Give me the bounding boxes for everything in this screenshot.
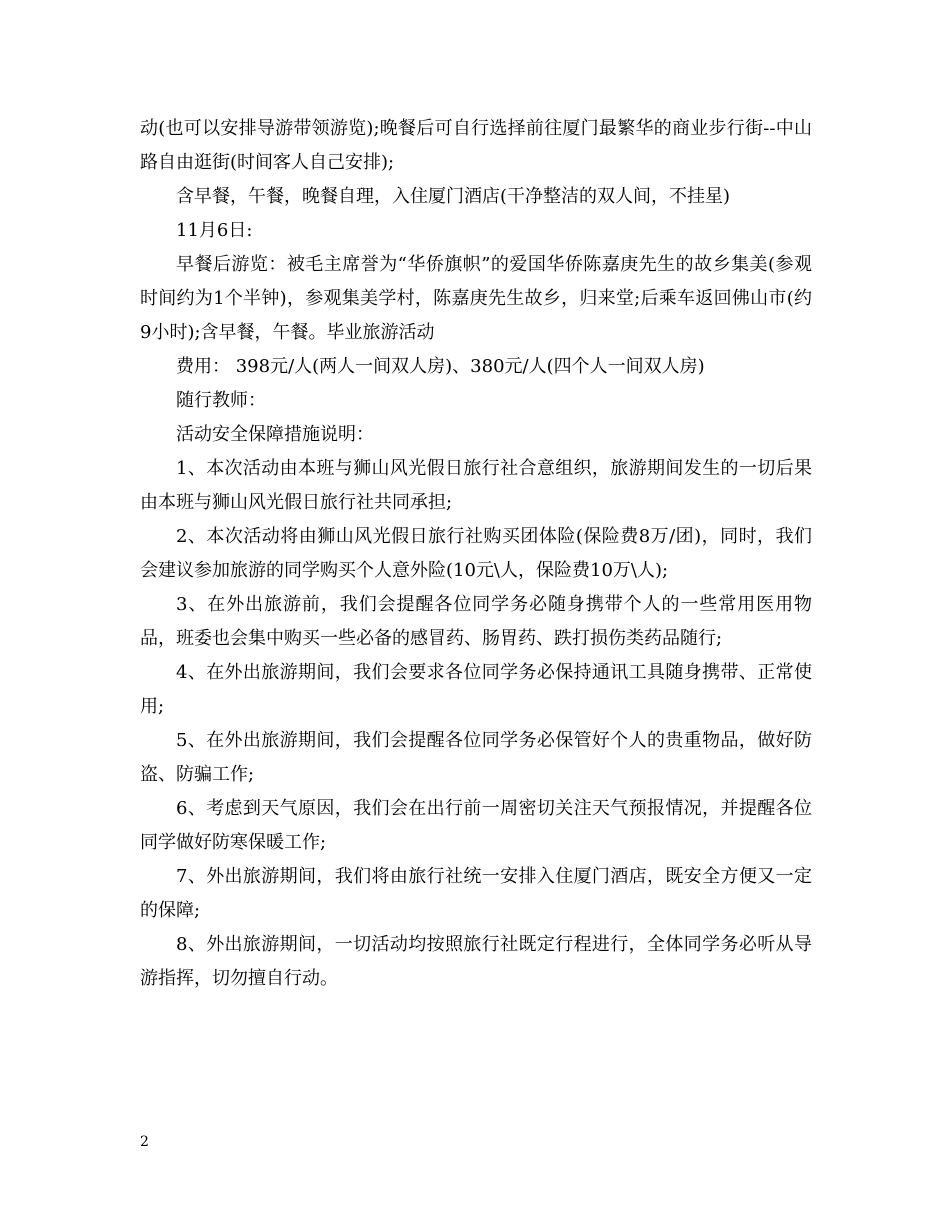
safety-item: 4、在外出旅游期间，我们会要求各位同学务必保持通讯工具随身携带、正常使用; — [140, 662, 812, 717]
teacher-line: 随行教师： — [176, 390, 266, 411]
safety-item: 8、外出旅游期间，一切活动均按照旅行社既定行程进行，全体同学务必听从导游指挥，切勿擅自行动。 — [140, 934, 812, 989]
paragraph: 早餐后游览：被毛主席誉为“华侨旗帜”的爱国华侨陈嘉庚先生的故乡集美(参观时间约为1个半钟)，参观集美学村，陈嘉庚先生故乡，归来堂;后乘车返回佛山市(约9小时);含早餐，午餐。毕业旅游活动 — [140, 254, 812, 343]
cost-line: 费用： 398元/人(两人一间双人房)、380元/人(四个人一间双人房) — [176, 356, 705, 377]
safety-item: 5、在外出旅游期间，我们会提醒各位同学务必保管好个人的贵重物品，做好防盗、防骗工作; — [140, 730, 812, 785]
paragraph: 动(也可以安排导游带领游览);晚餐后可自行选择前往厦门最繁华的商业步行街--中山路自由逛街(时间客人自己安排); — [140, 118, 812, 173]
safety-item: 1、本次活动由本班与狮山风光假日旅行社合意组织，旅游期间发生的一切后果由本班与狮山风光假日旅行社共同承担; — [140, 458, 812, 513]
safety-item: 3、在外出旅游前，我们会提醒各位同学务必随身携带个人的一些常用医用物品，班委也会集中购买一些必备的感冒药、肠胃药、跌打损伤类药品随行; — [140, 594, 812, 649]
paragraph: 含早餐，午餐，晚餐自理，入住厦门酒店(干净整洁的双人间，不挂星) — [176, 186, 731, 207]
safety-item: 2、本次活动将由狮山风光假日旅行社购买团体险(保险费8万/团)，同时，我们会建议参加旅游的同学购买个人意外险(10元\人，保险费10万\人); — [140, 526, 812, 581]
document-body — [140, 112, 812, 996]
safety-heading: 活动安全保障措施说明： — [176, 424, 374, 445]
date-heading: 11月6日: — [176, 220, 253, 241]
safety-item: 6、考虑到天气原因，我们会在出行前一周密切关注天气预报情况，并提醒各位同学做好防寒保暖工作; — [140, 798, 812, 853]
page-number: 2 — [140, 1134, 149, 1150]
safety-item: 7、外出旅游期间，我们将由旅行社统一安排入住厦门酒店，既安全方便又一定的保障; — [140, 866, 812, 921]
